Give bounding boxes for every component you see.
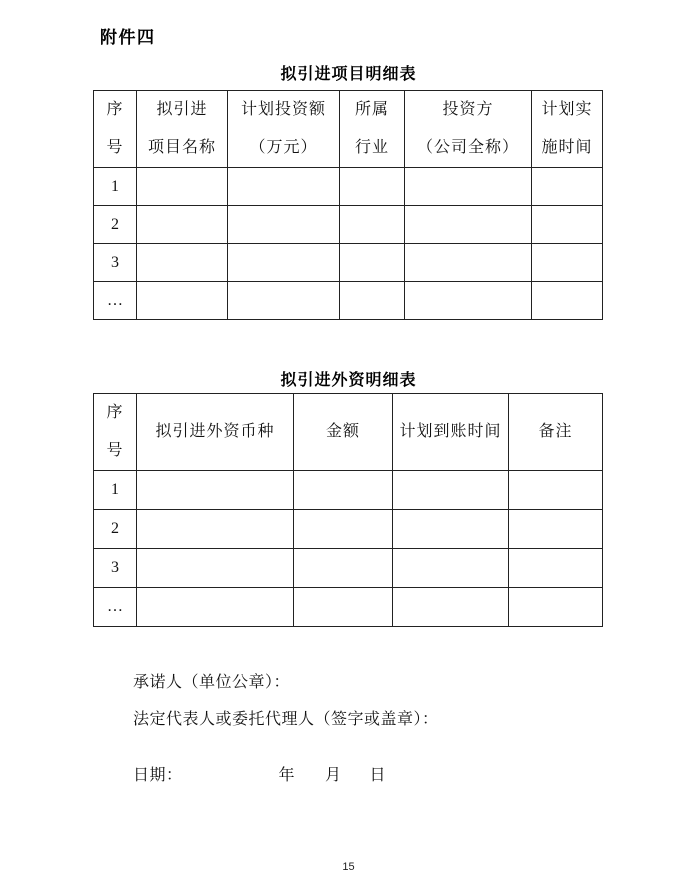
row-index-cell: … (94, 282, 137, 320)
empty-cell (532, 282, 603, 320)
empty-cell (137, 588, 294, 627)
header-line: （公司全称） (416, 139, 519, 156)
row-index-cell: … (94, 588, 137, 627)
table-row (94, 244, 603, 282)
empty-cell (393, 471, 509, 510)
empty-cell (393, 549, 509, 588)
header-line: 施时间 (541, 139, 593, 156)
empty-cell (294, 588, 393, 627)
row-index-cell: 3 (94, 244, 137, 282)
empty-cell (393, 588, 509, 627)
header-cell-planned-investment (228, 91, 340, 168)
table-row (94, 510, 603, 549)
header-line: 拟引进外资币种 (155, 423, 275, 440)
header-line: 序 (106, 101, 124, 118)
header-line: 计划实 (541, 101, 593, 118)
empty-cell (405, 244, 532, 282)
empty-cell (509, 471, 603, 510)
header-line: 所属 (354, 101, 389, 118)
empty-cell (393, 510, 509, 549)
header-line: 拟引进 (156, 101, 208, 118)
project-table-header-row (94, 91, 603, 168)
empty-cell (340, 282, 405, 320)
table-row (94, 168, 603, 206)
header-line: 备注 (538, 423, 573, 440)
header-cell-amount (294, 394, 393, 471)
row-index-cell: 2 (94, 206, 137, 244)
capital-table (93, 393, 603, 627)
empty-cell (294, 549, 393, 588)
empty-cell (137, 206, 228, 244)
header-cell-seq (94, 394, 137, 471)
empty-cell (509, 510, 603, 549)
header-line: 号 (106, 139, 124, 156)
header-cell-remarks (509, 394, 603, 471)
date-day-label: 日 (369, 767, 387, 784)
empty-cell (509, 588, 603, 627)
header-line: 号 (106, 442, 124, 459)
empty-cell (137, 244, 228, 282)
table-row (94, 588, 603, 627)
header-line: （万元） (249, 139, 318, 156)
table-row (94, 282, 603, 320)
empty-cell (294, 510, 393, 549)
header-line: 计划投资额 (240, 101, 326, 118)
empty-cell (137, 168, 228, 206)
empty-cell (137, 282, 228, 320)
page-number: 15 (342, 861, 355, 873)
legal-representative-line: 法定代表人或委托代理人（签字或盖章）： (133, 711, 439, 728)
table-row (94, 206, 603, 244)
date-month-label: 月 (325, 767, 342, 784)
header-line: 项目名称 (147, 139, 216, 156)
capital-table-title: 拟引进外资明细表 (280, 372, 417, 389)
promisor-seal-line: 承诺人（单位公章）： (133, 674, 291, 691)
empty-cell (340, 206, 405, 244)
header-line: 序 (106, 404, 124, 421)
empty-cell (532, 168, 603, 206)
row-index-cell: 1 (94, 471, 137, 510)
empty-cell (137, 510, 294, 549)
project-table (93, 90, 603, 320)
table-row (94, 471, 603, 510)
capital-table-header-row (94, 394, 603, 471)
date-label: 日期： (133, 767, 183, 784)
header-line: 行业 (354, 139, 389, 156)
date-year-label: 年 (278, 767, 296, 784)
attachment-label: 附件四 (100, 28, 156, 47)
header-cell-planned-time (532, 91, 603, 168)
header-cell-industry (340, 91, 405, 168)
empty-cell (405, 206, 532, 244)
header-line: 计划到账时间 (399, 423, 502, 440)
header-cell-project-name (137, 91, 228, 168)
empty-cell (509, 549, 603, 588)
empty-cell (137, 471, 294, 510)
empty-cell (340, 168, 405, 206)
header-cell-currency (137, 394, 294, 471)
row-index-cell: 1 (94, 168, 137, 206)
empty-cell (228, 206, 340, 244)
empty-cell (228, 244, 340, 282)
empty-cell (228, 168, 340, 206)
empty-cell (228, 282, 340, 320)
empty-cell (405, 282, 532, 320)
header-line: 金额 (325, 423, 360, 440)
empty-cell (137, 549, 294, 588)
header-line: 投资方 (442, 101, 494, 118)
date-line (133, 766, 386, 785)
empty-cell (532, 206, 603, 244)
header-cell-arrival-time (393, 394, 509, 471)
row-index-cell: 3 (94, 549, 137, 588)
header-cell-seq (94, 91, 137, 168)
empty-cell (405, 168, 532, 206)
empty-cell (340, 244, 405, 282)
empty-cell (294, 471, 393, 510)
header-cell-investor (405, 91, 532, 168)
project-table-title: 拟引进项目明细表 (280, 66, 417, 83)
row-index-cell: 2 (94, 510, 137, 549)
table-row (94, 549, 603, 588)
empty-cell (532, 244, 603, 282)
